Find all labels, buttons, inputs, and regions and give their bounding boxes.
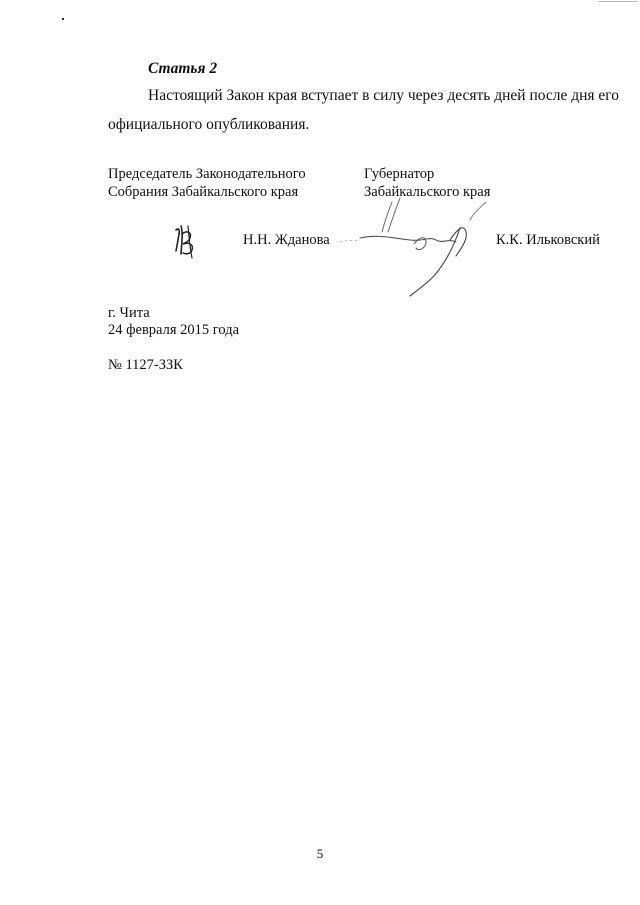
governor-title-line-1: Губернатор — [364, 166, 435, 182]
article-text-line-2: официального опубликования. — [108, 116, 310, 133]
scan-artifact-dot — [62, 18, 64, 20]
chair-title-line-2: Собрания Забайкальского края — [108, 184, 299, 200]
chair-handwritten-signature — [168, 220, 204, 262]
scan-artifact-corner — [598, 1, 638, 2]
law-number: № 1127-ЗЗК — [108, 357, 183, 373]
page-number: 5 — [316, 846, 324, 861]
signing-date: 24 февраля 2015 года — [108, 322, 240, 338]
governor-handwritten-signature — [330, 180, 500, 300]
chair-name: Н.Н. Жданова — [243, 232, 330, 248]
article-heading: Статья 2 — [148, 60, 218, 77]
governor-name: К.К. Ильковский — [496, 232, 600, 248]
governor-title-line-2: Забайкальского края — [364, 184, 491, 200]
chair-title-line-1: Председатель Законодательного — [108, 166, 306, 182]
signing-place: г. Чита — [108, 305, 150, 321]
article-text-line-1: Настоящий Закон края вступает в силу через десять дней после дня его — [148, 87, 620, 104]
